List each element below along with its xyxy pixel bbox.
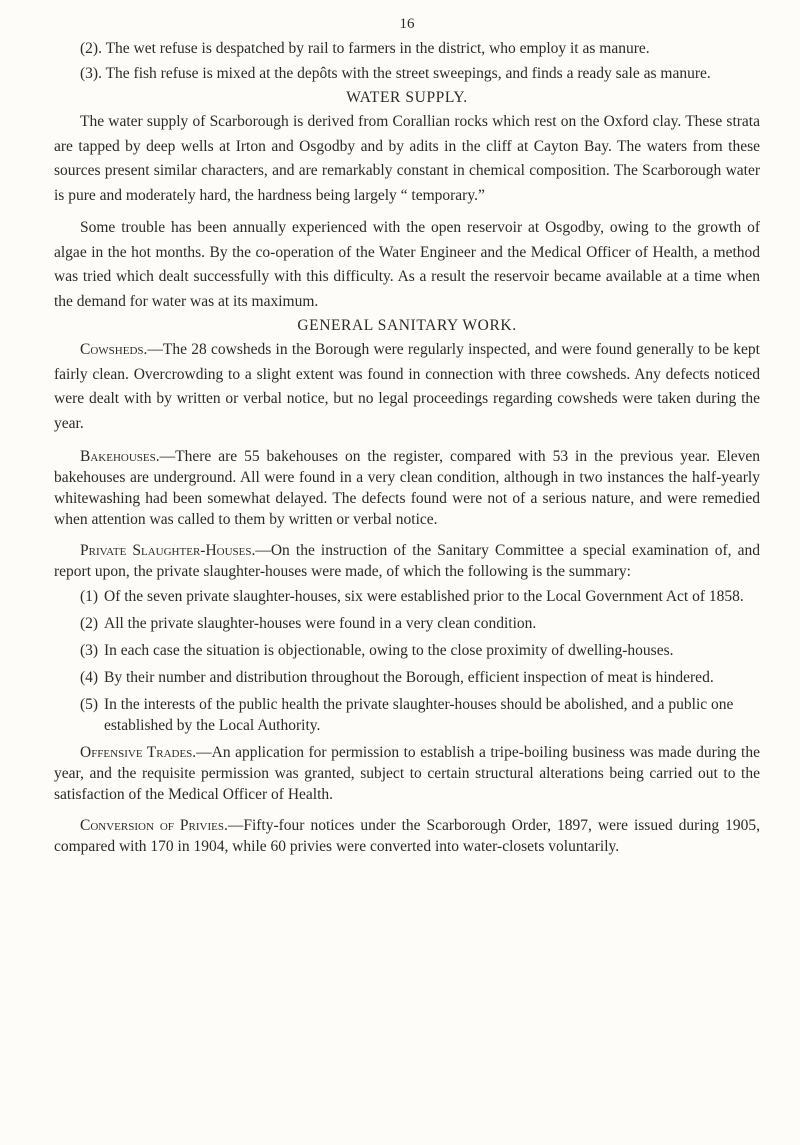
- list-item: [54, 667, 760, 688]
- bakehouses-paragraph: [54, 446, 760, 530]
- list-item-text: By their number and distribution throughout the Borough, efficient inspection of meat is hindered.: [104, 669, 714, 686]
- list-item: [54, 640, 760, 661]
- list-item: [54, 613, 760, 634]
- page-number: 16: [399, 16, 415, 32]
- refuse-item-3-text: The fish refuse is mixed at the depôts with the street sweepings, and finds a ready sale as manure.: [105, 64, 711, 82]
- bakehouses-label: Bakehouses.: [80, 448, 160, 465]
- conversion-of-privies-text: —Fifty-four notices under the Scarborough Order, 1897, were issued during 1905, compared with 170 in 1904, while 60 privies were converted into water-closets voluntarily.: [54, 817, 760, 855]
- list-item-text: In each case the situation is objectionable, owing to the close proximity of dwelling-houses.: [104, 642, 674, 659]
- list-item-number: (5): [80, 696, 99, 713]
- refuse-paragraph-2: [54, 37, 760, 62]
- bakehouses-text: —There are 55 bakehouses on the register, compared with 53 in the previous year. Eleven bakehouses are underground. All were found in a very clean condition, although in two instances the half-yearly whitewashing had been somewhat delayed. The defects found were not of a serious nature, and were remedied when attention was called to them by written or verbal notice.: [54, 448, 760, 528]
- slaughter-houses-summary-list: [54, 586, 760, 736]
- offensive-trades-paragraph: [54, 742, 760, 805]
- list-item: [54, 694, 760, 736]
- slaughter-houses-text: —On the instruction of the Sanitary Committee a special examination of, and report upon, the private slaughter-houses were made, of which the following is the summary:: [54, 542, 760, 580]
- list-item: [54, 586, 760, 607]
- refuse-item-2-text: The wet refuse is despatched by rail to farmers in the district, who employ it as manure.: [105, 40, 650, 57]
- refuse-item-3-number: (3).: [80, 64, 102, 82]
- slaughter-houses-label: Private Slaughter-Houses.: [80, 542, 256, 559]
- water-supply-paragraph-2: Some trouble has been annually experienced with the open reservoir at Osgodby, owing to the growth of algae in the hot months. By the co-operation of the Water Engineer and the Medical Officer of Health, a method was tried which dealt successfully with this difficulty. As a result the reservoir became available at a time when the demand for water was at its maximum.: [54, 219, 760, 310]
- list-item-number: (3): [80, 642, 99, 659]
- refuse-paragraph-3: [54, 62, 760, 87]
- general-sanitary-work-heading: GENERAL SANITARY WORK.: [297, 317, 517, 334]
- list-item-number: (4): [80, 669, 99, 686]
- list-item-text: Of the seven private slaughter-houses, six were established prior to the Local Government Act of 1858.: [104, 588, 744, 605]
- conversion-of-privies-paragraph: [54, 815, 760, 857]
- water-supply-heading: WATER SUPPLY.: [346, 89, 468, 106]
- conversion-of-privies-label: Conversion of Privies.: [80, 817, 228, 834]
- cowsheds-text: —The 28 cowsheds in the Borough were regularly inspected, and were found generally to be kept fairly clean. Overcrowding to a slight extent was found in connection with three cowsheds. Any defects noticed were dealt with by written or verbal notice, but no legal proceedings regarding cowsheds were taken during the year.: [54, 341, 760, 432]
- slaughter-houses-paragraph: [54, 540, 760, 582]
- cowsheds-label: Cowsheds.: [80, 341, 148, 358]
- list-item-text: In the interests of the public health the private slaughter-houses should be abolished, and a public one established by the Local Authority.: [104, 696, 734, 734]
- refuse-item-2-number: (2).: [80, 40, 102, 57]
- offensive-trades-text: —An application for permission to establish a tripe-boiling business was made during the year, and the requisite permission was granted, subject to certain structural alterations being carried out to the satisfaction of the Medical Officer of Health.: [54, 744, 760, 803]
- cowsheds-paragraph: [54, 338, 760, 436]
- water-supply-paragraph-1: The water supply of Scarborough is derived from Corallian rocks which rest on the Oxford clay. These strata are tapped by deep wells at Irton and Osgodby and by adits in the cliff at Cayton Bay. The waters from these sources present similar characters, and are remarkably constant in chemical composition. The Scarborough water is pure and moderately hard, the hardness being largely “ temporary.”: [54, 113, 760, 204]
- list-item-number: (2): [80, 615, 99, 632]
- list-item-text: All the private slaughter-houses were found in a very clean condition.: [104, 615, 537, 632]
- document-page: [54, 16, 760, 857]
- list-item-number: (1): [80, 588, 99, 605]
- offensive-trades-label: Offensive Trades.: [80, 744, 197, 761]
